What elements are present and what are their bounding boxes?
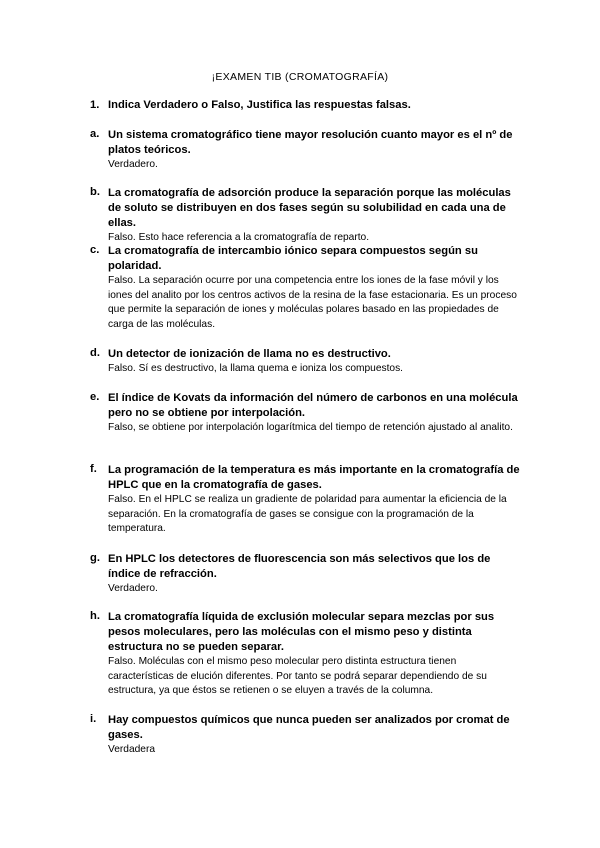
item-answer: Falso. Moléculas con el mismo peso molecular pero distinta estructura tienen características de elución diferentes. Por tanto se podrá separar dependiendo de su estructura, ya que éstos se retienen o se eluyen a través de la columna. xyxy=(108,656,487,697)
item-answer: Verdadera xyxy=(108,744,156,755)
item-i xyxy=(90,713,520,758)
item-answer: Verdadero. xyxy=(108,159,158,170)
item-f xyxy=(90,463,520,537)
document-title: ¡EXAMEN TIB (CROMATOGRAFÍA) xyxy=(211,71,389,83)
item-a xyxy=(90,128,520,173)
item-question: La cromatografía de intercambio iónico separa compuestos según su polaridad. xyxy=(108,245,478,272)
item-answer: Falso. En el HPLC se realiza un gradiente de polaridad para aumentar la eficiencia de la separación. En la cromatografía de gases se consigue con la programación de la temperatura. xyxy=(108,494,507,535)
item-question: El índice de Kovats da información del número de carbonos en una molécula pero no se obtiene por interpolación. xyxy=(108,392,518,419)
item-question: En HPLC los detectores de fluorescencia son más selectivos que los de índice de refracción. xyxy=(108,553,491,580)
heading-number: 1. xyxy=(90,99,100,111)
item-letter: g. xyxy=(90,552,100,564)
item-c xyxy=(90,244,520,332)
item-question: La programación de la temperatura es más importante en la cromatografía de HPLC que en la cromatografía de gases. xyxy=(108,464,520,491)
item-answer: Falso, se obtiene por interpolación logarítmica del tiempo de retención ajustado al analito. xyxy=(108,422,513,433)
item-question: Un detector de ionización de llama no es destructivo. xyxy=(108,348,391,360)
item-letter: i. xyxy=(90,713,97,725)
heading-text: Indica Verdadero o Falso, Justifica las respuestas falsas. xyxy=(108,99,411,111)
item-question: Hay compuestos químicos que nunca pueden ser analizados por cromat de gases. xyxy=(108,714,510,741)
item-answer: Falso. La separación ocurre por una competencia entre los iones de la fase móvil y los iones del analito por los centros activos de la resina de la fase estacionaria. Es un proceso que permite la separación de iones y moléculas polares basado en las propiedades de carga de las moléculas. xyxy=(108,275,517,330)
item-letter: h. xyxy=(90,610,100,622)
item-question: La cromatografía de adsorción produce la separación porque las moléculas de soluto se distribuyen en dos fases según su solubilidad en cada una de ellas. xyxy=(108,187,511,229)
item-answer: Falso. Esto hace referencia a la cromatografía de reparto. xyxy=(108,232,370,243)
item-letter: e. xyxy=(90,391,100,403)
item-letter: a. xyxy=(90,128,100,140)
item-answer: Falso. Sí es destructivo, la llama quema e ioniza los compuestos. xyxy=(108,363,404,374)
item-letter: d. xyxy=(90,347,100,359)
item-h xyxy=(90,610,520,699)
item-e xyxy=(90,391,520,436)
item-question: Un sistema cromatográfico tiene mayor resolución cuanto mayor es el nº de platos teóricos. xyxy=(108,129,513,156)
item-letter: c. xyxy=(90,244,100,256)
item-answer: Verdadero. xyxy=(108,583,158,594)
item-b xyxy=(90,186,520,246)
item-letter: f. xyxy=(90,463,97,475)
item-d xyxy=(90,347,520,377)
item-question: La cromatografía líquida de exclusión molecular separa mezclas por sus pesos moleculares, pero las moléculas con el mismo peso y distinta estructura no se pueden separar. xyxy=(108,611,495,653)
item-g xyxy=(90,552,520,597)
item-letter: b. xyxy=(90,186,100,198)
